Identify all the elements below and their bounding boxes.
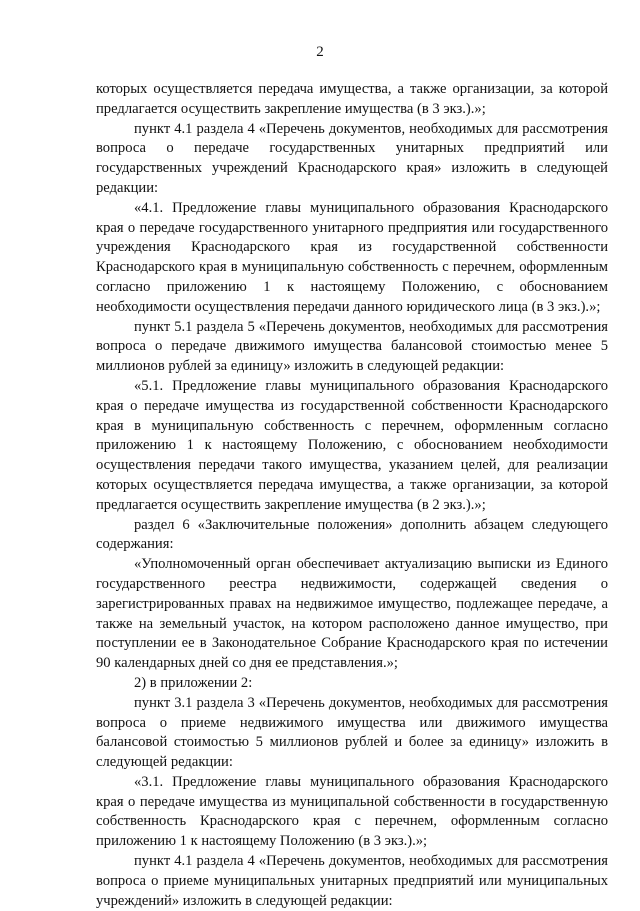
- document-body: [96, 80, 608, 911]
- paragraph-6: раздел 6 «Заключительные положения» дополнить абзацем следующего содержания:: [96, 516, 608, 553]
- paragraph-1: которых осуществляется передача имущества, а также организации, за которой предлагается осуществить закрепление имущества (в 3 экз.).»;: [96, 81, 608, 117]
- paragraph-10: «3.1. Предложение главы муниципального образования Краснодарского края о передаче имущества из муниципальной собственности в государственную собственность Краснодарского края с перечнем, оформленным согласно приложению 1 к настоящему Положению (в 3 экз.).»;: [96, 773, 608, 850]
- paragraph-7: «Уполномоченный орган обеспечивает актуализацию выписки из Единого государственного реестра недвижимости, содержащей сведения о зарегистрированных правах на недвижимое имущество, подлежащее передаче, а также на земельный участок, на котором расположено данное имущество, при поступлении ее в Законодательное Собрание Краснодарского края по истечении 90 календарных дней со дня ее представления.»;: [96, 556, 608, 672]
- paragraph-5: «5.1. Предложение главы муниципального образования Краснодарского края о передаче имущества из государственной собственности Краснодарского края в муниципальную собственность с перечнем, оформленным согласно приложению 1 к настоящему Положению, с обоснованием необходимости осуществления передачи такого имущества, указанием целей, для реализации которых осуществляется передача имущества, а также организации, за которой предлагается осуществить закрепление имущества (в 2 экз.).»;: [96, 377, 608, 513]
- paragraph-3: «4.1. Предложение главы муниципального образования Краснодарского края о передаче государственного унитарного предприятия или государственного учреждения Краснодарского края из государственной собственности Краснодарского края в муниципальную собственность с перечнем, оформленным согласно приложению 1 к настоящему Положению, с обоснованием необходимости осуществления передачи данного юридического лица (в 3 экз.).»;: [96, 199, 608, 315]
- page-number: 2: [316, 44, 324, 60]
- paragraph-8: 2) в приложении 2:: [134, 674, 253, 691]
- paragraph-9: пункт 3.1 раздела 3 «Перечень документов, необходимых для рассмотрения вопроса о приеме недвижимого имущества или движимого имущества балансовой стоимостью 5 миллионов рублей и более за единицу» изложить в следующей редакции:: [96, 694, 608, 771]
- paragraph-2: пункт 4.1 раздела 4 «Перечень документов, необходимых для рассмотрения вопроса о передаче государственных унитарных предприятий или государственных учреждений Краснодарского края» изложить в следующей редакции:: [96, 120, 608, 196]
- paragraph-4: пункт 5.1 раздела 5 «Перечень документов, необходимых для рассмотрения вопроса о передаче движимого имущества балансовой стоимостью менее 5 миллионов рублей за единицу» изложить в следующей редакции:: [96, 318, 608, 375]
- paragraph-11: пункт 4.1 раздела 4 «Перечень документов, необходимых для рассмотрения вопроса о приеме муниципальных унитарных предприятий или муниципальных учреждений» изложить в следующей редакции:: [96, 853, 608, 909]
